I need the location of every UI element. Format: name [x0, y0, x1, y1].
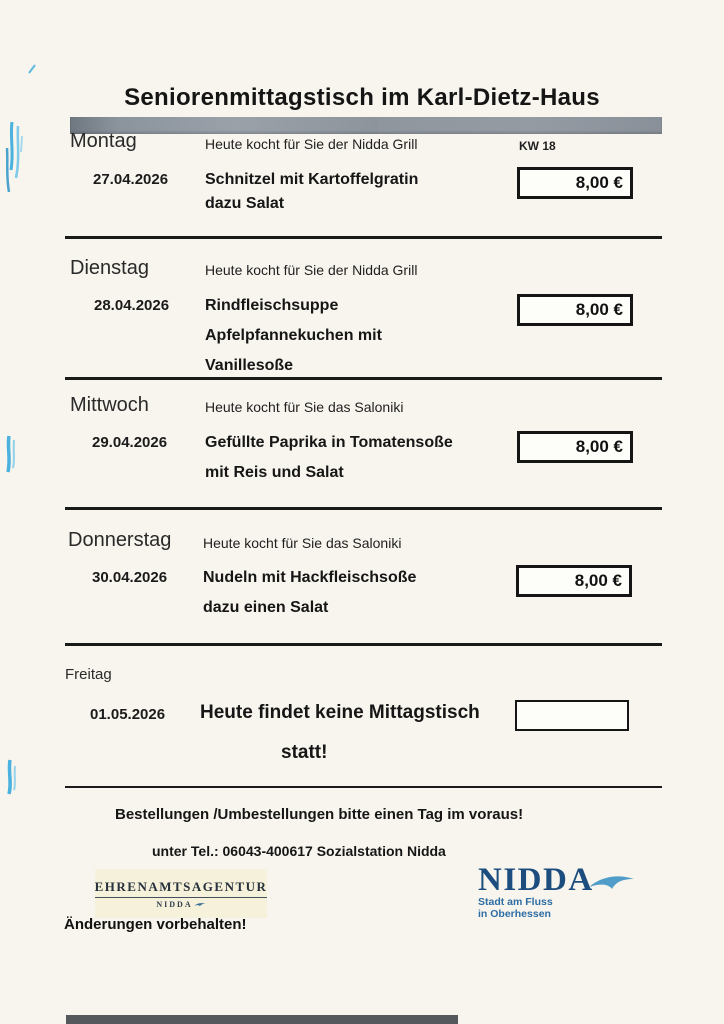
order-note: Bestellungen /Umbestellungen bitte einen Tag im voraus!: [115, 806, 524, 823]
caterer-label: Heute kocht für Sie der Nidda Grill: [205, 136, 418, 152]
page-title: Seniorenmittagstisch im Karl-Dietz-Haus: [124, 84, 600, 111]
day-label-donnerstag: Donnerstag: [68, 529, 172, 551]
date-label: 28.04.2026: [94, 297, 170, 314]
meal-description: [205, 291, 382, 381]
pen-mark: [26, 62, 38, 76]
ehrenamtsagentur-logo-subtitle-text: NIDDA: [156, 899, 193, 909]
nidda-logo-tagline-line1: Stadt am Fluss: [478, 896, 553, 908]
price-value: 8,00 €: [575, 173, 623, 192]
price-box-empty: [515, 700, 629, 731]
day-label-freitag: Freitag: [65, 666, 112, 683]
price-box: [517, 294, 633, 326]
week-label: KW 18: [519, 139, 556, 153]
section-divider: [65, 643, 662, 646]
meal-line: Schnitzel mit Kartoffelgratin: [205, 171, 419, 188]
meal-line: Gefüllte Paprika in Tomatensoße: [205, 434, 453, 451]
caterer-label: Heute kocht für Sie das Saloniki: [205, 399, 404, 415]
meal-line: dazu Salat: [205, 195, 285, 212]
day-label-montag: Montag: [70, 130, 137, 152]
meal-description: [205, 428, 453, 488]
price-box: [517, 431, 633, 463]
phone-note: unter Tel.: 06043-400617 Sozialstation Nidda: [152, 843, 446, 859]
day-label-mittwoch: Mittwoch: [70, 394, 149, 416]
nidda-logo-name: NIDDA: [478, 862, 594, 898]
bottom-scan-artifact: [66, 1015, 458, 1024]
price-value: 8,00 €: [575, 437, 623, 456]
meal-line: dazu einen Salat: [203, 599, 329, 616]
day-label-dienstag: Dienstag: [70, 257, 149, 279]
pen-mark: [1, 434, 19, 474]
date-label: 29.04.2026: [92, 434, 168, 451]
caterer-label: Heute kocht für Sie der Nidda Grill: [205, 262, 418, 278]
meal-line: Rindfleischsuppe: [205, 297, 339, 314]
meal-line: Apfelpfannekuchen mit: [205, 327, 382, 344]
section-divider: [65, 786, 662, 788]
section-divider: [65, 236, 662, 239]
meal-line: Nudeln mit Hackfleischsoße: [203, 569, 417, 586]
bird-swoosh-icon: [194, 901, 206, 908]
caterer-label: Heute kocht für Sie das Saloniki: [203, 535, 402, 551]
section-divider: [65, 377, 662, 380]
price-value: 8,00 €: [575, 300, 623, 319]
meal-line: statt!: [281, 742, 328, 763]
ehrenamtsagentur-logo-title: EHRENAMTSAGENTUR: [95, 879, 268, 898]
ehrenamtsagentur-logo-subtitle: [156, 900, 205, 909]
meal-line: Heute findet keine Mittagstisch: [200, 702, 480, 723]
pen-mark: [3, 758, 19, 796]
pen-mark: [2, 118, 28, 198]
section-divider: [65, 507, 662, 510]
changes-note: Änderungen vorbehalten!: [64, 916, 247, 933]
meal-line: mit Reis und Salat: [205, 464, 344, 481]
date-label: 27.04.2026: [93, 171, 169, 188]
meal-description: [205, 168, 418, 216]
price-box: [517, 167, 633, 199]
meal-line: Vanillesoße: [205, 357, 294, 374]
price-value: 8,00 €: [574, 571, 622, 590]
header-bar: [70, 117, 662, 134]
bird-swoosh-icon: [586, 872, 638, 892]
date-label: 30.04.2026: [92, 569, 168, 586]
meal-description: [203, 563, 416, 623]
nidda-logo: [478, 864, 638, 920]
price-box: [516, 565, 632, 597]
nidda-logo-tagline-line2: in Oberhessen: [478, 908, 551, 920]
date-label: 01.05.2026: [90, 706, 166, 723]
ehrenamtsagentur-logo: [95, 869, 267, 918]
